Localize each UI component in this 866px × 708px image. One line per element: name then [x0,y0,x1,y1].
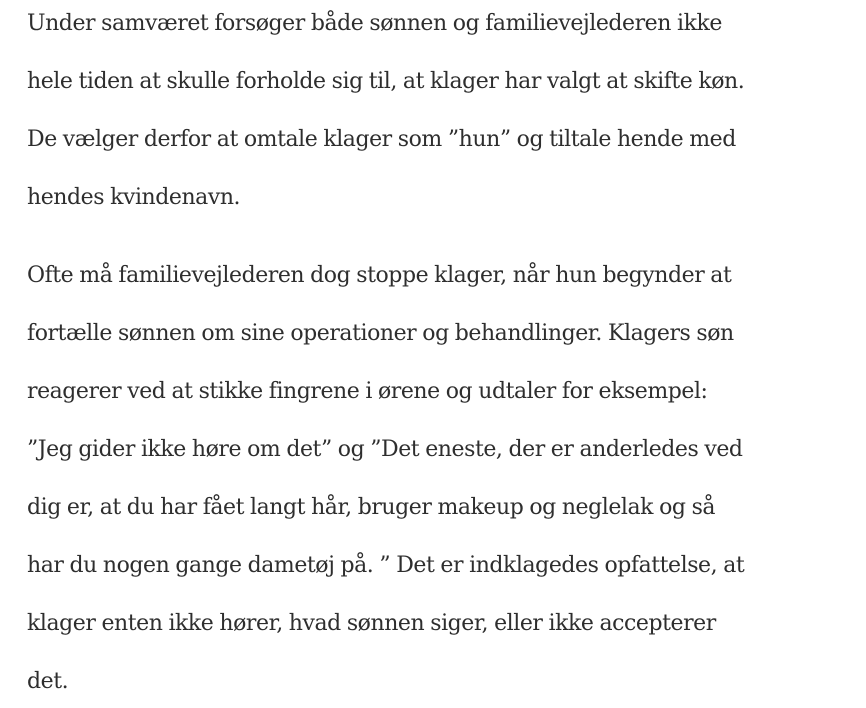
text-line: hele tiden at skulle forholde sig til, at klager har valgt at skifte køn. [27,69,745,94]
text-line: hendes kvindenavn. [27,185,241,210]
paragraph-2 [27,247,856,708]
text-line: ”Jeg gider ikke høre om det” og ”Det eneste, der er anderledes ved [27,437,743,462]
text-line: det. [27,669,69,694]
text-line: klager enten ikke hører, hvad sønnen siger, eller ikke accepterer [27,611,716,636]
paragraph-1 [27,0,856,227]
text-line: har du nogen gange dametøj på. ” Det er indklagedes opfattelse, at [27,553,745,578]
text-line: Under samværet forsøger både sønnen og familievejlederen ikke [27,11,722,36]
text-line: De vælger derfor at omtale klager som ”hun” og tiltale hende med [27,127,736,152]
text-line: fortælle sønnen om sine operationer og behandlinger. Klagers søn [27,321,734,346]
text-line: dig er, at du har fået langt hår, bruger makeup og neglelak og så [27,495,716,520]
text-line: reagerer ved at stikke fingrene i ørene og udtaler for eksempel: [27,379,708,404]
text-line: Ofte må familievejlederen dog stoppe klager, når hun begynder at [27,263,732,288]
